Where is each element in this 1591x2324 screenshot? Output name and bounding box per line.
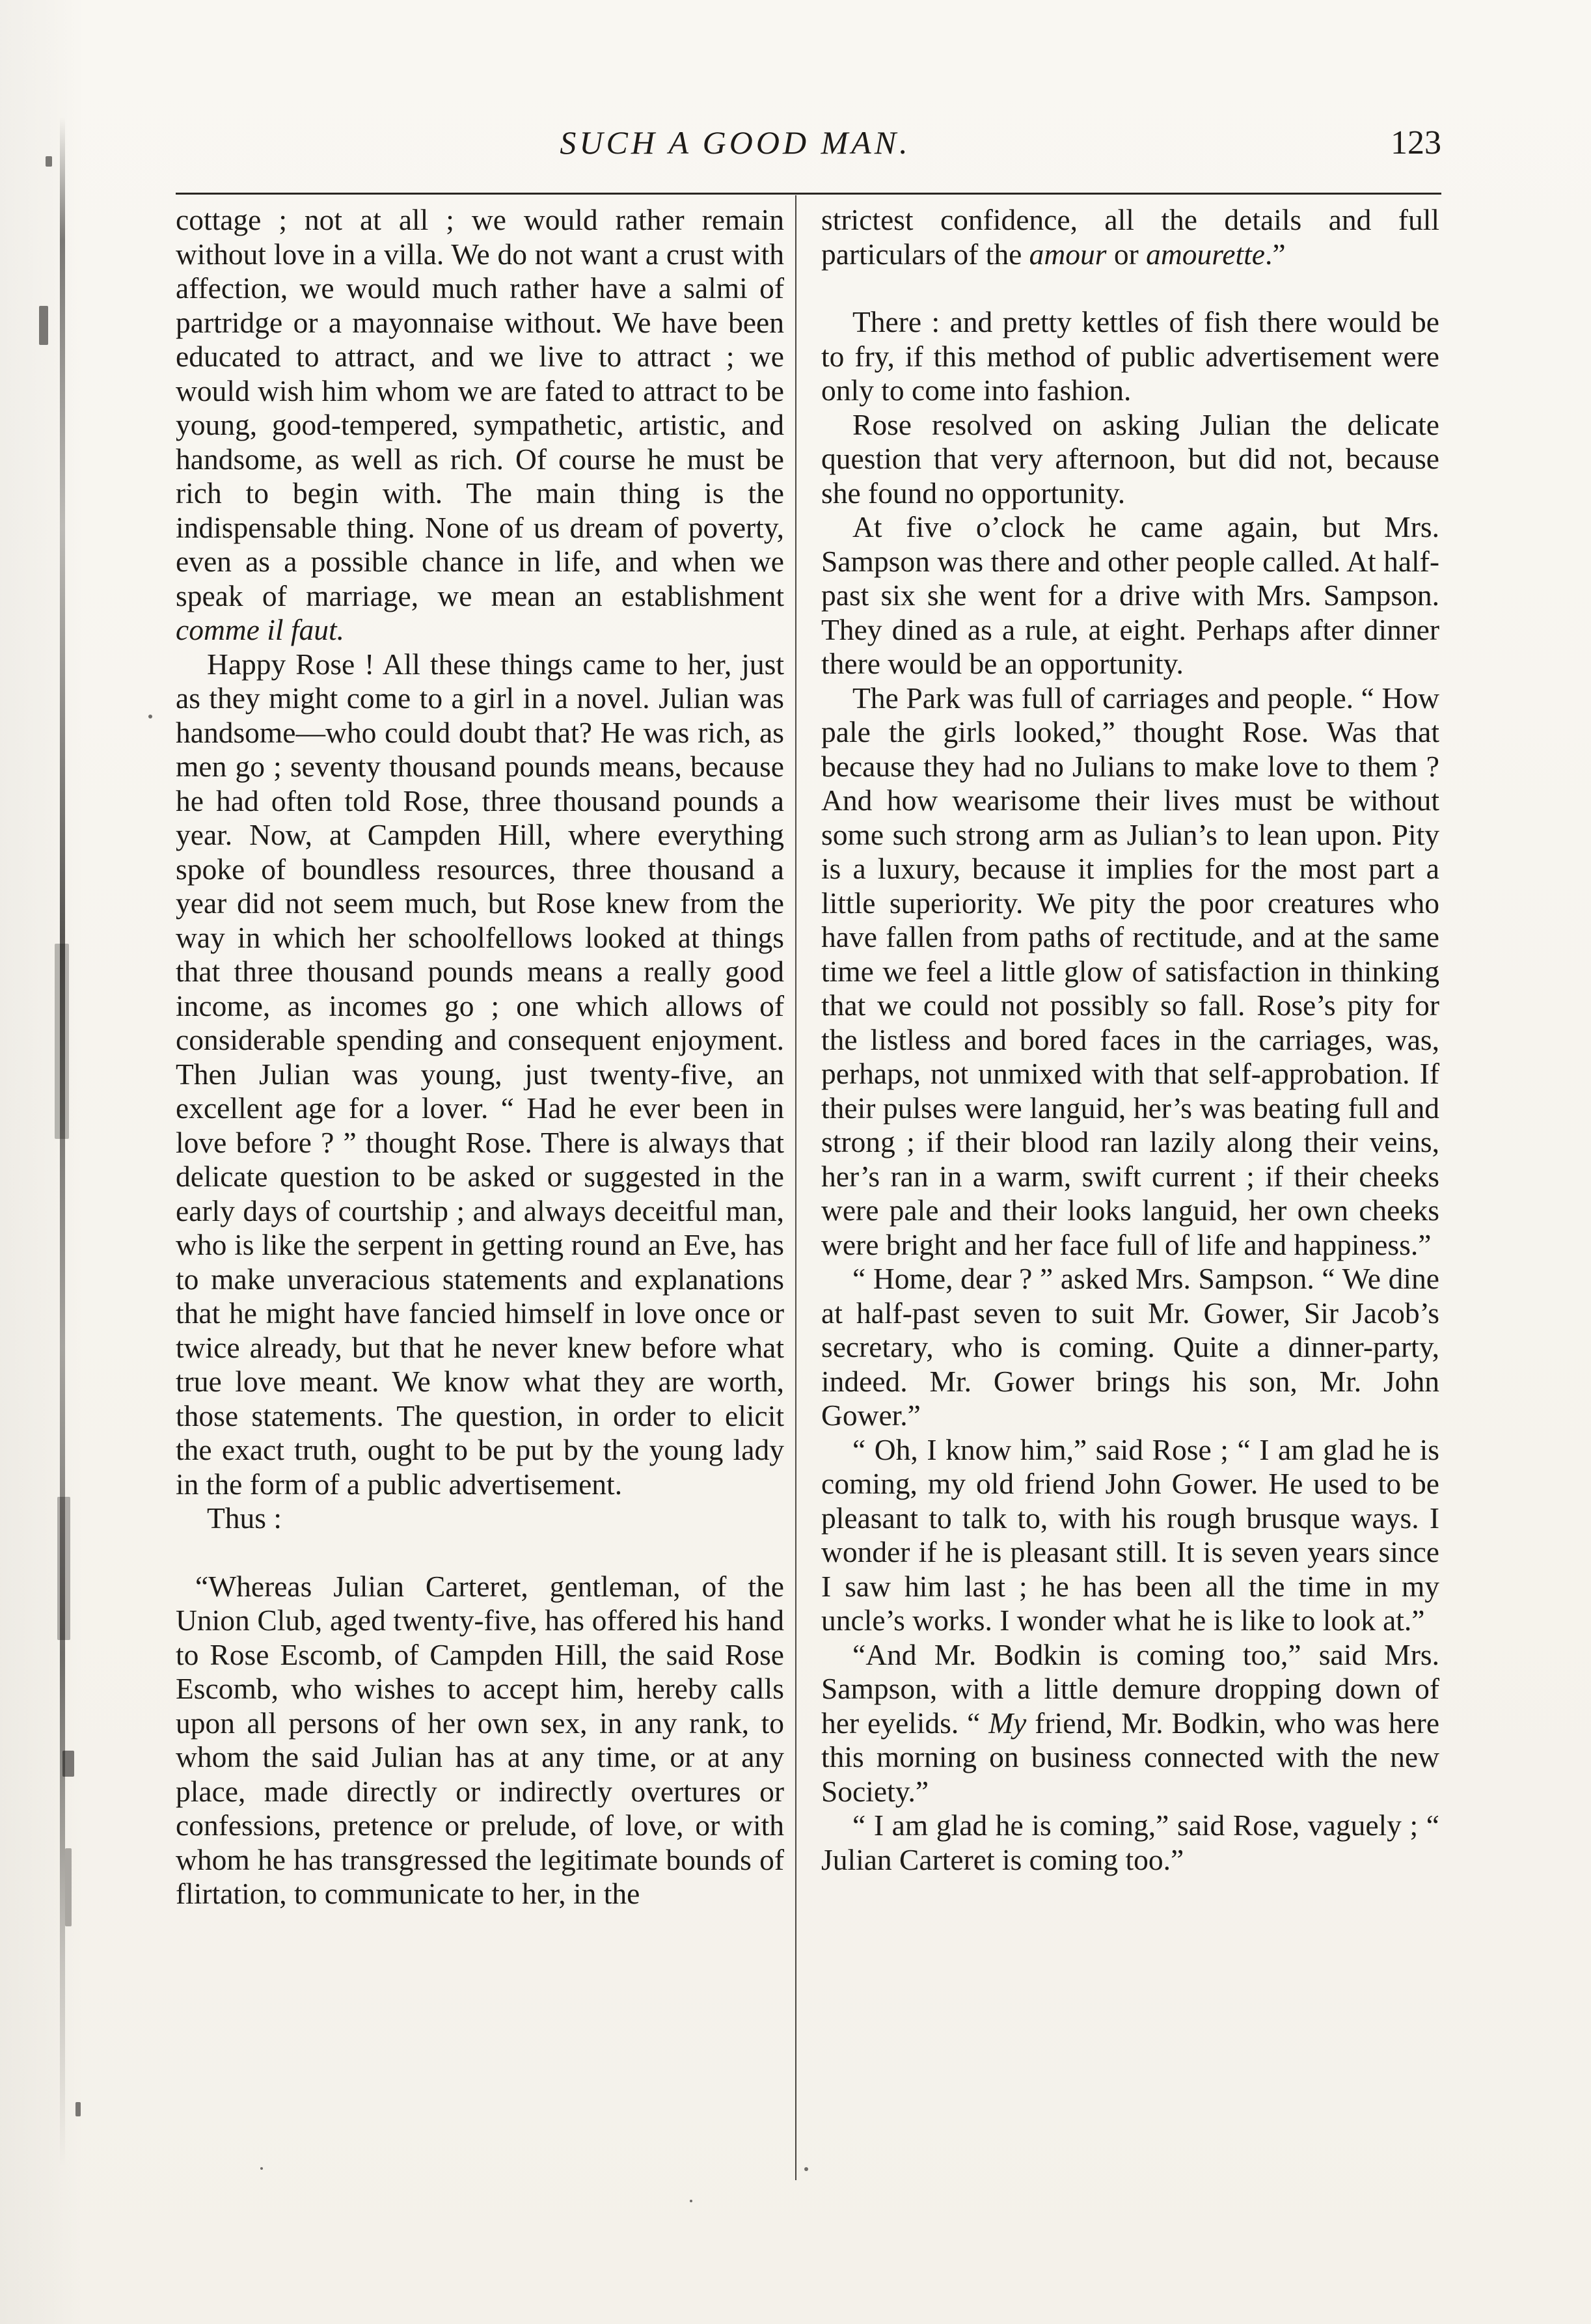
paragraph-text: friend, Mr. Bodkin, who was here this morning on business connected with the new Society.” bbox=[821, 1706, 1440, 1808]
scan-speck bbox=[65, 1848, 72, 1926]
paragraph: Thus : bbox=[207, 1501, 282, 1535]
italic-word: amourette bbox=[1146, 237, 1265, 271]
paragraph-text: .” bbox=[1264, 237, 1286, 271]
italic-phrase: comme il faut. bbox=[176, 613, 345, 646]
advertisement-paragraph: “Whereas Julian Carteret, gentleman, of the Union Club, aged twenty-five, has offered his hand to Rose Escomb, of Campden Hill, the said Rose Escomb, who wishes to accept him, hereby calls upon all persons of her own sex, in any rank, to whom the said Julian has at any time, or at any place, made directly or indirectly overtures or confessions, pretence or prelude, of love, or with whom he has transgressed the legitimate bounds of flirtation, to communicate to her, in the bbox=[176, 1569, 784, 1910]
paragraph: Rose resolved on asking Julian the delicate question that very afternoon, but did not, because she found no opportunity. bbox=[821, 407, 1439, 510]
paragraph-text: cottage ; not at all ; we would rather remain without love in a villa. We do not want a crust with affection, we would much rather have a salmi of partridge or a mayonnaise without. We have been educated to attract, and we live to attract ; we would wish him whom we are fated to attract to be young, good-tempered, sympathetic, artistic, and handsome, as well as rich. Of course he must be rich to begin with. The main thing is the indispensable thing. None of us dream of poverty, even as a possible chance in life, and when we speak of marriage, we mean an establishment bbox=[176, 203, 784, 612]
running-head bbox=[176, 124, 1441, 182]
paragraph bbox=[821, 1638, 1439, 1809]
paragraph: Happy Rose ! All these things came to her, just as they might come to a girl in a novel. Julian was handsome—who could doubt that? He was rich, as men go ; seventy thousand pounds means, because he had often told Rose, three thousand pounds a year. Now, at Campden Hill, where everything spoke of boundless resources, three thousand a year did not seem much, but Rose knew from the way in which her schoolfellows looked at things that three thousand pounds means a really good income, as incomes go ; one which allows of considerable spending and consequent enjoyment. Then Julian was young, just twenty-five, an excellent age for a lover. “ Had he ever been in love before ? ” thought Rose. There is always that delicate question to be asked or suggested in the early days of courtship ; and always deceitful man, who is like the serpent in getting round an Eve, has to make unveracious statements and explanations that he might have fancied himself in love once or twice already, but that he never knew before what true love meant. We know what they are worth, those statements. The question, in order to elicit the exact truth, ought to be put by the young lady in the form of a public advertisement. bbox=[176, 647, 784, 1501]
left-column bbox=[176, 203, 784, 1911]
italic-word: My bbox=[988, 1706, 1027, 1740]
paragraph-text: or bbox=[1106, 237, 1147, 271]
scan-speck bbox=[62, 1751, 74, 1777]
paragraph bbox=[821, 203, 1439, 271]
column-divider bbox=[795, 195, 796, 2180]
binding-edge-line bbox=[60, 117, 65, 2167]
running-title: SUCH A GOOD MAN. bbox=[560, 124, 911, 161]
right-column bbox=[821, 203, 1439, 1877]
scan-speck bbox=[75, 2102, 81, 2116]
scan-speck bbox=[46, 156, 52, 167]
paragraph-text: “And Mr. Bodkin is coming too,” said Mrs. Sampson, with a little demure dropping down of her eyelids. “ bbox=[821, 1637, 1439, 1740]
italic-word: amour bbox=[1029, 237, 1107, 271]
paragraph: At five o’clock he came again, but Mrs. Sampson was there and other people called. At half-past six she went for a drive with Mrs. Sampson. They dined as a rule, at eight. Perhaps after dinner there would be an opportunity. bbox=[821, 510, 1439, 680]
paragraph bbox=[176, 203, 784, 648]
paragraph: There : and pretty kettles of fish there would be to fry, if this method of public advertisement were only to come into fashion. bbox=[821, 305, 1439, 407]
scan-speck bbox=[39, 306, 48, 345]
paragraph: “ I am glad he is coming,” said Rose, vaguely ; “ Julian Carteret is coming too.” bbox=[821, 1809, 1439, 1876]
page-number: 123 bbox=[1391, 124, 1441, 161]
scan-speck bbox=[690, 2200, 692, 2202]
paragraph: “ Home, dear ? ” asked Mrs. Sampson. “ We dine at half-past seven to suit Mr. Gower, Sir Jacob’s secretary, who is coming. Quite a dinner-party, indeed. Mr. Gower brings his son, Mr. John Gower.” bbox=[821, 1262, 1439, 1432]
binding-shadow bbox=[0, 0, 85, 2324]
scan-speck bbox=[55, 944, 69, 1139]
header-rule bbox=[176, 193, 1441, 195]
scan-speck bbox=[148, 715, 152, 718]
paragraph: The Park was full of carriages and people. “ How pale the girls looked,” thought Rose. Was that because they had no Julians to make love to them ? And how wearisome their lives must be without some such strong arm as Julian’s to lean upon. Pity is a luxury, because it implies for the most part a little superiority. We pity the poor creatures who have fallen from paths of rectitude, and at the same time we feel a little glow of satisfaction in thinking that we could not possibly so fall. Rose’s pity for the listless and bored faces in the carriages, was, perhaps, not unmixed with that self-approbation. If their pulses were languid, her’s was beating full and strong ; if their blood ran lazily along their veins, her’s ran in a warm, swift current ; if their cheeks were pale and their looks languid, her own cheeks were bright and her face full of life and happiness.” bbox=[821, 681, 1439, 1261]
paragraph: “ Oh, I know him,” said Rose ; “ I am glad he is coming, my old friend John Gower. He used to be pleasant to talk to, with his rough brusque ways. I wonder if he is pleasant still. It is seven years since I saw him last ; he has been all the time in my uncle’s works. I wonder what he is like to look at.” bbox=[821, 1432, 1439, 1637]
scan-speck bbox=[260, 2167, 263, 2170]
scan-speck bbox=[57, 1497, 70, 1640]
scan-speck bbox=[804, 2167, 808, 2171]
paragraph-text: strictest confidence, all the details and full particulars of the bbox=[821, 203, 1439, 271]
